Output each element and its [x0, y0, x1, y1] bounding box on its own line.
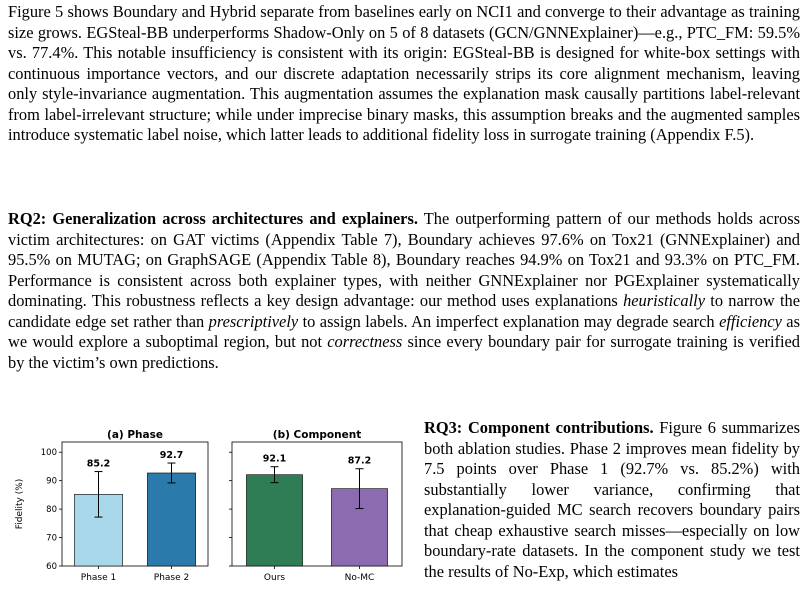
- x-tick-label: No-MC: [344, 573, 375, 583]
- rq2-em-efficiency: efficiency: [719, 311, 782, 331]
- paragraph-rq2: [8, 209, 800, 373]
- bar: [147, 473, 195, 566]
- rq2-heading: RQ2: Generalization across architectures and explainers.: [8, 209, 418, 228]
- y-tick-label: 60: [46, 562, 57, 572]
- rq2-text-b: to narrow the candidate edge set rather than: [8, 291, 800, 331]
- data-label: 87.2: [347, 455, 372, 467]
- y-tick-label: 80: [46, 505, 57, 516]
- paragraph-rq3: [424, 418, 800, 582]
- rq2-em-prescriptively: prescriptively: [208, 311, 299, 331]
- rq2-em-heuristically: heuristically: [623, 291, 705, 310]
- x-tick-label: Phase 2: [153, 573, 190, 583]
- rq2-text-c: to assign labels. An imperfect explanation may degrade search: [298, 311, 720, 331]
- chart-phase: [15, 430, 208, 583]
- bar: [246, 475, 302, 566]
- rq2-text-a: The outperforming pattern of our methods holds across victim architectures: on GAT victims (Appendix Table 7), Boundary achieves 97.6% on Tox21 (GNNExplainer) and 95.5% on MUTAG; on GraphSAGE (Appendix Table 8), Boundary reaches 94.9% on Tox21 and 93.3% on PTC_FM. Performance is consistent across both explainer types, with neither GNNExplainer nor PGExplainer systematically dominating. This robustness reflects a key design advantage: our method uses explanations: [8, 209, 800, 310]
- y-tick-label: 100: [40, 448, 57, 459]
- figure-ablation: [0, 430, 416, 602]
- rq2-text-d: as we would explore a suboptimal region, but not: [8, 311, 800, 351]
- rq3-text: Figure 6 summarizes both ablation studies. Phase 2 improves mean fidelity by 7.5 points over Phase 1 (92.7% vs. 85.2%) with substantially lower variance, confirming that explanation-guided MC search recovers boundary pairs that cheap exhaustive search misses—especially on low boundary-rate datasets. In the component study we test the results of No-Exp, which estimates: [424, 418, 800, 581]
- chart-component: [229, 430, 402, 583]
- paragraph-results: Figure 5 shows Boundary and Hybrid separate from baselines early on NCI1 and converge to their advantage as training size grows. EGSteal-BB underperforms Shadow-Only on 5 of 8 datasets (GCN/GNNExplainer)—e.g., PTC_FM: 59.5% vs. 77.4%. This notable insufficiency is consistent with its origin: EGSteal-BB is designed for white-box settings with continuous importance vectors, and our discrete adaptation necessarily strips its core alignment mechanism, leaving only style-invariance augmentation. This augmentation assumes the explanation mask causally partitions label-relevant from label-irrelevant structure; while under imprecise binary masks, this assumption breaks and the augmented samples introduce systematic label noise, which latter leads to additional fidelity loss in surrogate training (Appendix F.5).: [8, 2, 800, 144]
- x-tick-label: Phase 1: [80, 573, 117, 583]
- y-tick-label: 70: [46, 533, 57, 544]
- data-label: 85.2: [86, 458, 111, 470]
- chart-title: (b) Component: [272, 430, 362, 442]
- rq2-text-e: since every boundary pair for surrogate training is verified by the victim’s own predictions.: [8, 332, 800, 372]
- rq2-em-correctness: correctness: [327, 332, 403, 351]
- data-label: 92.1: [262, 453, 287, 465]
- y-tick-label: 90: [46, 476, 57, 487]
- chart-title: (a) Phase: [107, 430, 163, 442]
- rq3-heading: RQ3: Component contributions.: [424, 418, 654, 437]
- data-label: 92.7: [159, 450, 184, 462]
- x-tick-label: Ours: [263, 573, 286, 583]
- y-axis-label: Fidelity (%): [15, 478, 25, 530]
